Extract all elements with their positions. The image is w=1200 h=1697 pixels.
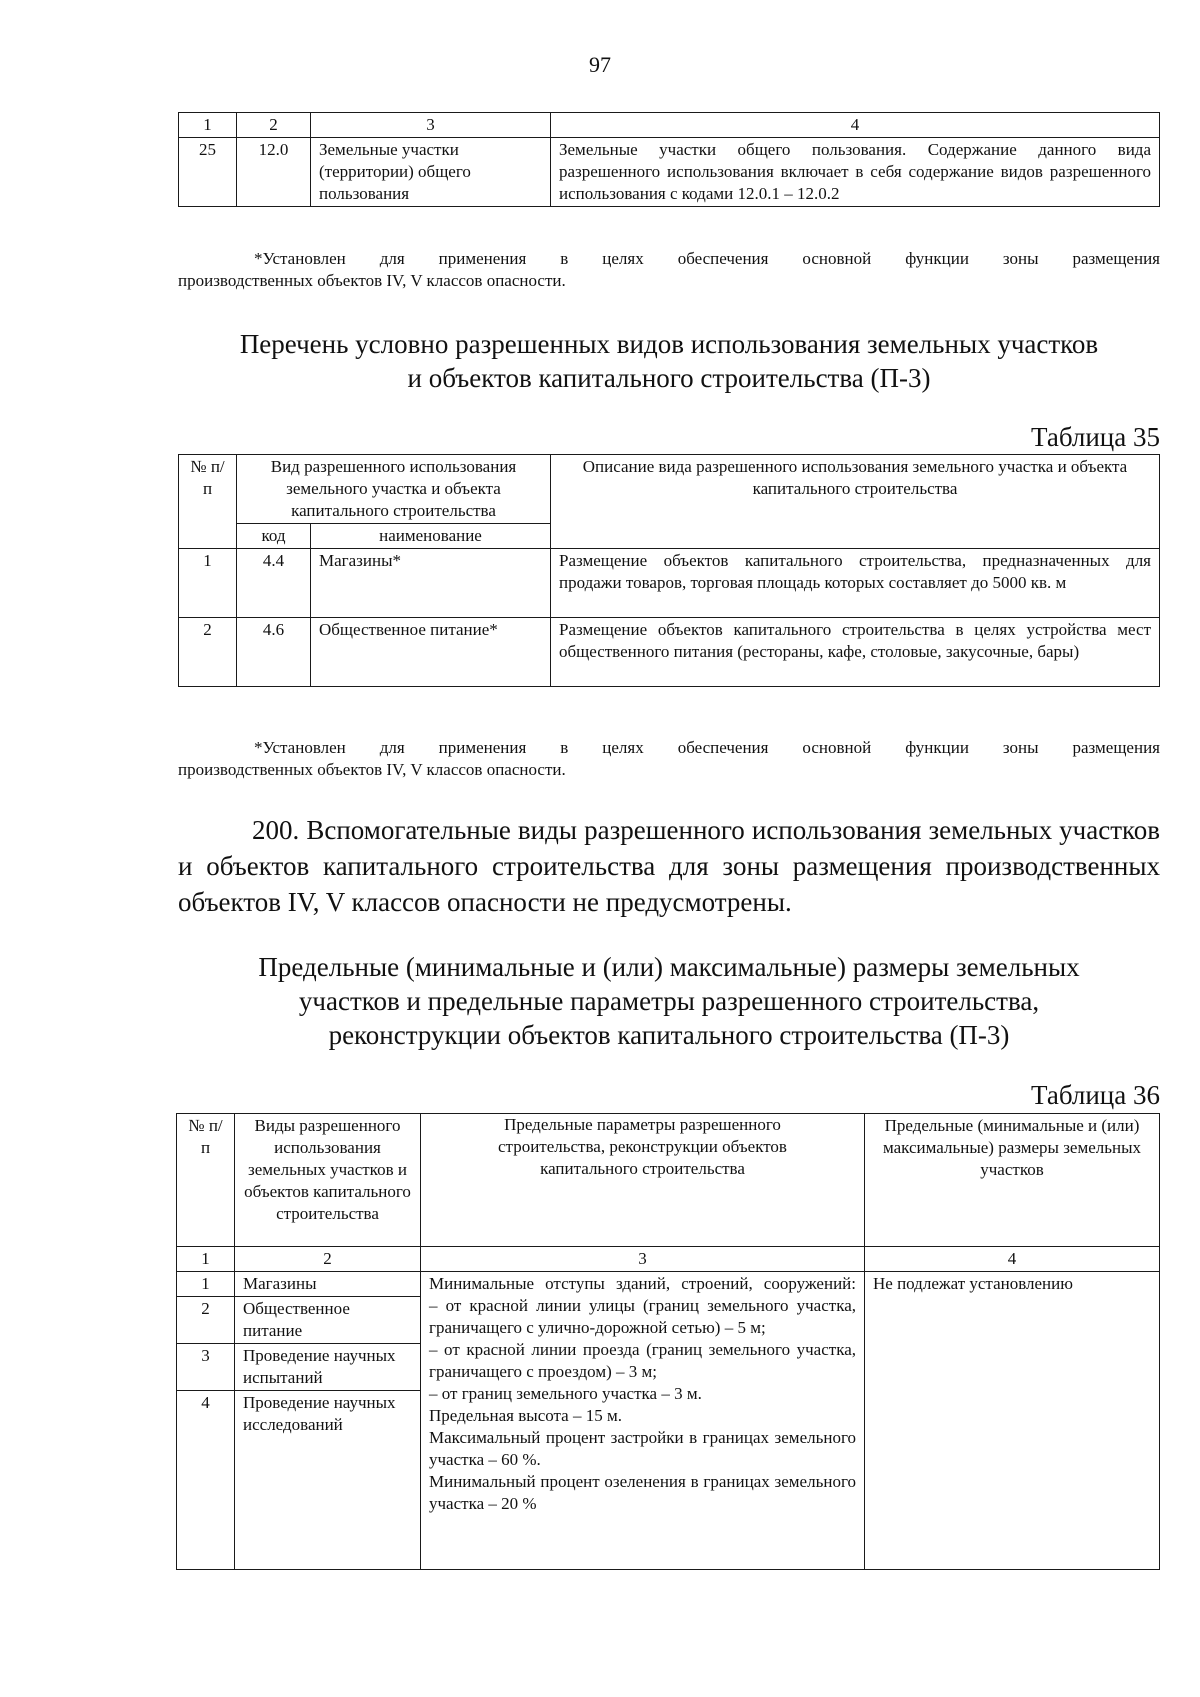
table-35	[178, 454, 1160, 687]
row-code: 12.0	[237, 138, 311, 207]
footnote-line: производственных объектов IV, V классов опасности.	[178, 760, 566, 779]
table-caption: Таблица 36	[1031, 1080, 1160, 1110]
col-sizes-header: Предельные (минимальные и (или) максимальные) размеры земельных участков	[865, 1114, 1160, 1247]
row-code: 4.4	[237, 549, 311, 618]
footnote	[178, 737, 1160, 781]
footnote-line: производственных объектов IV, V классов опасности.	[178, 271, 566, 290]
col-index: 4	[551, 113, 1160, 138]
table-row	[179, 618, 1160, 687]
footnote-line: *Установлен для применения в целях обеспечения основной функции зоны размещения	[254, 738, 1160, 757]
heading-line: и объектов капитального строительства (П-3)	[407, 363, 931, 393]
footnote-line: *Установлен для применения в целях обеспечения основной функции зоны размещения	[254, 249, 1160, 268]
heading-line: участков и предельные параметры разрешенного строительства,	[298, 986, 1040, 1016]
params-line: – от красной линии проезда (границ земельного участка, граничащего с проездом) – 3 м;	[429, 1340, 856, 1381]
row-number: 2	[177, 1297, 235, 1344]
footnote	[178, 248, 1160, 292]
col-description-header: Описание вида разрешенного использования земельного участка и объекта капитального строительства	[551, 455, 1160, 549]
col-params-header: Предельные параметры разрешенного строительства, реконструкции объектов капитального строительства	[421, 1114, 865, 1247]
params-line: – от красной линии улицы (границ земельного участка, граничащего с улично-дорожной сетью) – 5 м;	[429, 1296, 856, 1337]
row-number: 1	[179, 549, 237, 618]
row-number: 4	[177, 1391, 235, 1570]
table-row	[179, 138, 1160, 207]
col-code-header: код	[237, 524, 311, 549]
row-code: 4.6	[237, 618, 311, 687]
col-index: 2	[237, 113, 311, 138]
row-name: Магазины*	[311, 549, 551, 618]
col-name-header: наименование	[311, 524, 551, 549]
table-row	[177, 1272, 1160, 1297]
params-line: Минимальный процент озеленения в границах земельного участка – 20 %	[429, 1472, 856, 1513]
heading-line: Предельные (минимальные и (или) максимальные) размеры земельных	[258, 952, 1080, 982]
col-index: 4	[865, 1247, 1160, 1272]
row-name: Общественное питание	[235, 1297, 421, 1344]
table-caption: Таблица 35	[1031, 422, 1160, 452]
paragraph-200	[178, 812, 1160, 920]
row-number: 3	[177, 1344, 235, 1391]
row-name: Магазины	[235, 1272, 421, 1297]
params-cell	[421, 1272, 865, 1570]
table-36	[176, 1113, 1160, 1570]
row-name: Проведение научных испытаний	[235, 1344, 421, 1391]
table-row	[179, 549, 1160, 618]
row-number: 1	[177, 1272, 235, 1297]
table-header-row	[179, 113, 1160, 138]
row-number: 2	[179, 618, 237, 687]
col-index: 2	[235, 1247, 421, 1272]
row-name: Общественное питание*	[311, 618, 551, 687]
row-name: Земельные участки (территории) общего пользования	[311, 138, 551, 207]
section-heading	[178, 950, 1160, 1052]
row-number: 25	[179, 138, 237, 207]
params-line: Предельная высота – 15 м.	[429, 1406, 622, 1425]
section-heading	[178, 327, 1160, 395]
col-type-header: Вид разрешенного использования земельного участка и объекта капитального строительства	[237, 455, 551, 524]
col-index: 3	[311, 113, 551, 138]
col-index: 3	[421, 1247, 865, 1272]
col-index: 1	[179, 113, 237, 138]
row-description: Земельные участки общего пользования. Содержание данного вида разрешенного использования включает в себя содержание видов разрешенного использования с кодами 12.0.1 – 12.0.2	[551, 138, 1160, 207]
heading-line: Перечень условно разрешенных видов использования земельных участков	[239, 329, 1099, 359]
col-types-header: Виды разрешенного использования земельных участков и объектов капитального строительства	[235, 1114, 421, 1247]
table-header-row	[179, 455, 1160, 524]
row-description: Размещение объектов капитального строительства, предназначенных для продажи товаров, торговая площадь которых составляет до 5000 кв. м	[551, 549, 1160, 618]
col-index: 1	[177, 1247, 235, 1272]
row-description: Размещение объектов капитального строительства в целях устройства мест общественного питания (рестораны, кафе, столовые, закусочные, бары)	[551, 618, 1160, 687]
table-header-row	[177, 1114, 1160, 1247]
row-name: Проведение научных исследований	[235, 1391, 421, 1570]
col-number-header: № п/п	[177, 1114, 235, 1247]
params-line: Максимальный процент застройки в границах земельного участка – 60 %.	[429, 1428, 856, 1469]
table-index-row	[177, 1247, 1160, 1272]
params-line: Минимальные отступы зданий, строений, сооружений:	[429, 1274, 856, 1293]
sizes-cell: Не подлежат установлению	[865, 1272, 1160, 1570]
paragraph-text: 200. Вспомогательные виды разрешенного использования земельных участков и объектов капитального строительства для зоны размещения производственных объектов IV, V классов опасности не предусмотрены.	[178, 815, 1160, 917]
col-number-header: № п/п	[179, 455, 237, 549]
params-line: – от границ земельного участка – 3 м.	[429, 1384, 702, 1403]
heading-line: реконструкции объектов капитального строительства (П-3)	[328, 1020, 1010, 1050]
page-number: 97	[589, 52, 611, 77]
top-table	[178, 112, 1160, 207]
